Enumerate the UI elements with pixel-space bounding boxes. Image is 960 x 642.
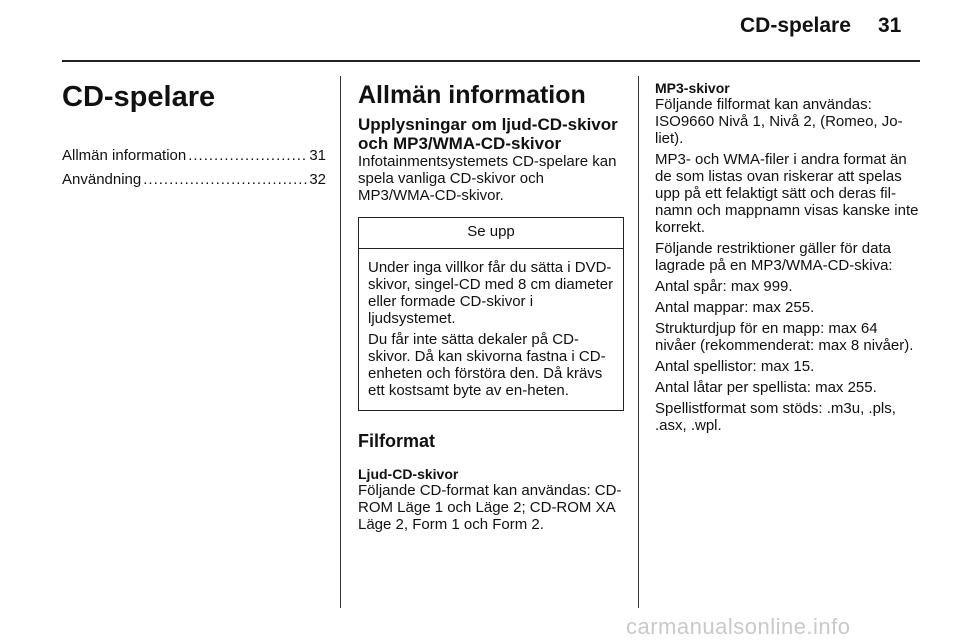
section-title: Allmän information: [358, 81, 586, 109]
column-1: [62, 80, 326, 195]
column-divider-2: [638, 76, 639, 608]
toc-page: 32: [309, 171, 326, 188]
paragraph: Följande restriktioner gäller för data lagrade på en MP3/WMA-CD-skiva:: [655, 240, 893, 274]
column-divider-1: [340, 76, 341, 608]
audio-cd-heading: Ljud-CD-skivor: [358, 466, 459, 482]
toc-dots: [188, 147, 307, 164]
paragraph: Antal mappar: max 255.: [655, 299, 815, 316]
page-header-title: CD-spelare: [740, 14, 851, 37]
fileformat-title: Filformat: [358, 431, 436, 451]
column-2: [358, 80, 624, 537]
toc-entry[interactable]: [62, 171, 326, 195]
audio-cd-paragraph: Följande CD-format kan användas: CD-ROM Läge 1 och Läge 2; CD-ROM XA Läge 2, Form 1 och Form 2.: [358, 482, 622, 533]
toc-label: Användning: [62, 171, 142, 188]
header-rule: [62, 60, 920, 62]
toc-entry[interactable]: [62, 147, 326, 171]
mp3-heading: MP3-skivor: [655, 80, 730, 96]
paragraph: Spellistformat som stöds: .m3u, .pls, .asx, .wpl.: [655, 400, 896, 434]
paragraph: Antal låtar per spellista: max 255.: [655, 379, 877, 396]
paragraph: Antal spår: max 999.: [655, 278, 793, 295]
chapter-title: CD-spelare: [62, 81, 216, 113]
column-3: [655, 80, 921, 438]
notice-box: [358, 217, 624, 411]
toc-label: Allmän information: [62, 147, 187, 164]
paragraph: Antal spellistor: max 15.: [655, 358, 815, 375]
notice-heading: Se upp: [359, 218, 623, 249]
subsection-title: Upplysningar om ljud-CD-skivor och MP3/WMA-CD-skivor: [358, 115, 618, 153]
notice-paragraph: Under inga villkor får du sätta i DVD-skivor, singel-CD med 8 cm diameter eller formade CD-skivor i ljudsystemet.: [368, 259, 614, 327]
watermark: carmanualsonline.info: [626, 614, 851, 639]
intro-paragraph: Infotainmentsystemets CD-spelare kan spela vanliga CD-skivor och MP3/WMA-CD-skivor.: [358, 153, 617, 204]
paragraph: MP3- och WMA-filer i andra format än de som listas ovan riskerar att spelas upp på ett felaktigt sätt och deras fil-namn och mappnamn visas kanske inte korrekt.: [655, 151, 919, 236]
notice-body: [359, 249, 623, 410]
paragraph: Strukturdjup för en mapp: max 64 nivåer (rekommenderat: max 8 nivåer).: [655, 320, 914, 354]
paragraph: Följande filformat kan användas: ISO9660 Nivå 1, Nivå 2, (Romeo, Jo-liet).: [655, 96, 903, 147]
toc-page: 31: [309, 147, 326, 164]
page-number: 31: [878, 14, 902, 37]
toc-dots: [143, 171, 307, 188]
notice-paragraph: Du får inte sätta dekaler på CD-skivor. Då kan skivorna fastna i CD-enheten och förstöra den. Då krävs ett kostsamt byte av en-heten.: [368, 331, 606, 399]
